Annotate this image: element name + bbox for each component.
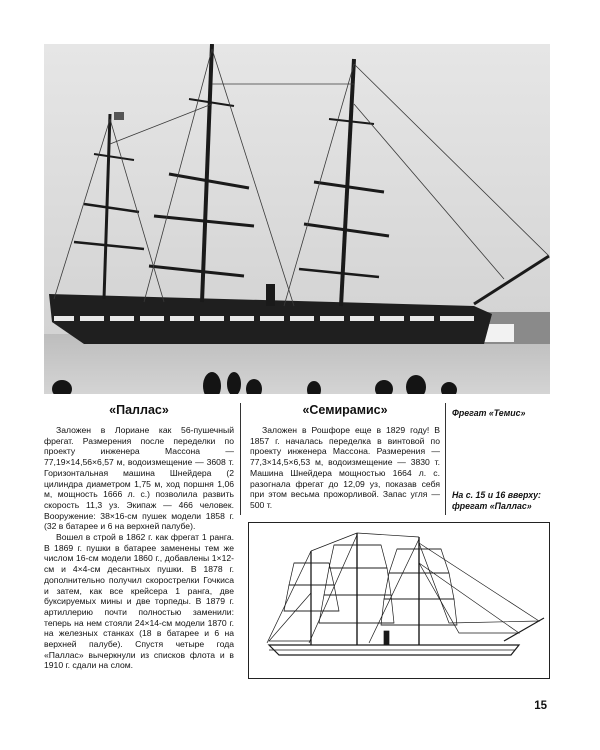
frigate-line-drawing xyxy=(248,522,550,679)
column-divider-right xyxy=(445,403,446,515)
semiramis-paragraph-1: Заложен в Рошфоре еще в 1829 году! В 1857 г. началась переделка в винтовой по проекту инженера Массона. Размерения — 77,3×14,5×6,53 м, водоизмещение — 3830 т. Машина Шнейдера мощностью 1664 л. с. разогнала фрегат до 12,09 уз, показав себя при этом весьма прожорливой. Запас угля — 500 т. xyxy=(250,425,440,510)
pallas-paragraph-2: Вошел в строй в 1862 г. как фрегат 1 ранга. В 1869 г. пушки в батарее заменены тем же числом 16-см модели 1860 г., добавлены 1×12-см и 4×4-см десантных пушки. В 1878 г. дополнительно получил скорострелки Гочкиса и затем, как все крейсера 1 ранга, две буксируемых мины и две торпеды. В 1879 г. артиллерию почти полностью заменили: теперь на нем стояли 24×14-см модели 1870 г. на железных станках (18 в батарее и 6 на верхней палубе). Спустя четыре года «Паллас» вычеркнули из списков флота и в 1910 г. сдали на слом. xyxy=(44,532,234,671)
title-semiramis: «Семирамис» xyxy=(302,403,388,417)
photo-caption: Фрегат «Темис» xyxy=(452,408,526,418)
semiramis-text xyxy=(250,425,440,511)
pallas-paragraph-1: Заложен в Лориане как 56-пушечный фрегат. Размерения после переделки по проекту инженера Массона — 77,19×14,56×6,57 м, водоизмещение — 3608 т. Горизонтальная машина Шнейдера (2 цилиндра диаметром 1,75 м, ход поршня 1,06 м, мощность 1666 л. с.) позволила развить скорость 11,3 уз. Экипаж — 466 человек. Вооружение: 38×16-см пушек модели 1858 г. (32 в батарее и 6 на верхней палубе). xyxy=(44,425,234,532)
side-caption: На с. 15 и 16 вверху: фрегат «Паллас» xyxy=(452,490,541,511)
column-divider-left xyxy=(240,403,241,515)
page-number: 15 xyxy=(534,700,547,712)
frigate-photo xyxy=(44,44,550,394)
pallas-text xyxy=(44,425,234,671)
title-pallas: «Паллас» xyxy=(109,403,169,417)
